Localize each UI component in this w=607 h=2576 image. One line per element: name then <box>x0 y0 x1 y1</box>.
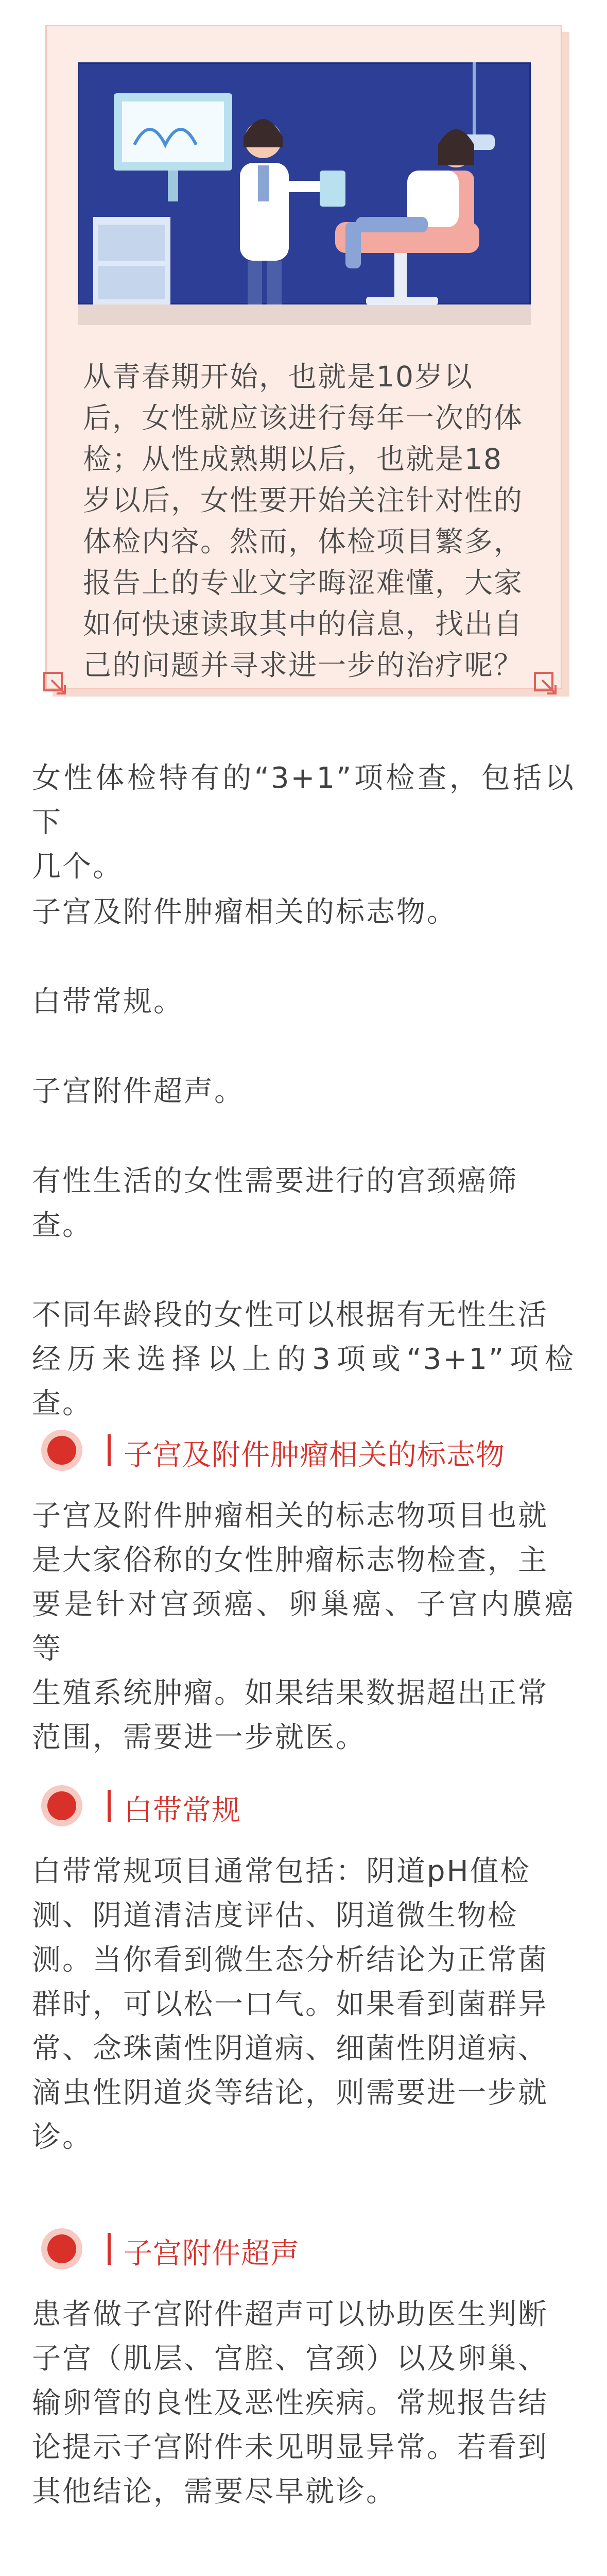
overview-item-4 <box>32 1159 575 1248</box>
overview-item-3: 子宫附件超声。 <box>32 1075 245 1108</box>
overview-item-2: 白带常规。 <box>32 985 184 1019</box>
intro-line: 检；从性成熟期以后，也就是18 <box>83 443 502 476</box>
text-line: 患者做子宫附件超声可以协助医生判断 <box>32 2298 548 2331</box>
text-line: 范围，需要进一步就医。 <box>32 1721 366 1754</box>
text-line: 生殖系统肿瘤。如果结果数据超出正常 <box>32 1676 548 1710</box>
section-body-leucorrhea <box>32 1850 575 2160</box>
overview-note <box>32 1293 575 1426</box>
text-line: 输卵管的良性及恶性疾病。常规报告结 <box>32 2386 548 2420</box>
pin-icon <box>532 670 559 697</box>
intro-card-text <box>83 356 529 686</box>
section-title: 子宫及附件肿瘤相关的标志物 <box>124 1438 505 1472</box>
section-title: 白带常规 <box>124 1794 241 1827</box>
section-body-tumor-markers <box>32 1494 575 1760</box>
clinic-illustration <box>78 62 531 325</box>
text-line: 子宫（肌层、宫腔、宫颈）以及卵巢、 <box>32 2342 548 2376</box>
intro-line: 如何快速读取其中的信息，找出自 <box>83 607 524 640</box>
section-body-ultrasound <box>32 2293 575 2514</box>
overview-intro <box>32 756 575 889</box>
text-line: 是大家俗称的女性肿瘤标志物检查，主 <box>32 1544 548 1577</box>
text-line: 经历来选择以上的3项或“3+1”项检查。 <box>32 1343 575 1420</box>
intro-line: 岁以后，女性要开始关注针对性的 <box>83 484 524 517</box>
intro-line: 从青春期开始，也就是10岁以 <box>83 360 473 393</box>
red-dot-icon <box>32 2226 119 2272</box>
intro-line: 体检内容。然而，体检项目繁多， <box>83 525 524 558</box>
section-title: 子宫附件超声 <box>124 2237 300 2270</box>
card-body <box>45 25 562 689</box>
text-line: 测、阴道清洁度评估、阴道微生物检 <box>32 1899 518 1933</box>
text-line: 几个。 <box>32 850 123 884</box>
intro-line: 己的问题并寻求进一步的治疗呢？ <box>83 649 524 682</box>
text-line: 要是针对宫颈癌、卵巢癌、子宫内膜癌等 <box>32 1588 575 1666</box>
intro-line: 报告上的专业文字晦涩难懂，大家 <box>83 566 524 599</box>
text-line: 常、念珠菌性阴道病、细菌性阴道病、 <box>32 2032 548 2065</box>
text-line: 查。 <box>32 1209 93 1242</box>
intro-card <box>45 25 562 697</box>
text-line: 子宫及附件肿瘤相关的标志物项目也就 <box>32 1499 548 1533</box>
text-line: 女性体检特有的“3+1”项检查，包括以下 <box>32 761 575 839</box>
text-line: 群时，可以松一口气。如果看到菌群异 <box>32 1988 548 2021</box>
text-line: 不同年龄段的女性可以根据有无性生活 <box>32 1298 548 1332</box>
text-line: 滴虫性阴道炎等结论，则需要进一步就 <box>32 2076 548 2110</box>
intro-line: 后，女性就应该进行每年一次的体 <box>83 401 524 434</box>
overview-item-1: 子宫及附件肿瘤相关的标志物。 <box>32 895 457 929</box>
red-dot-icon <box>32 1427 119 1473</box>
text-line: 其他结论，需要尽早就诊。 <box>32 2475 396 2509</box>
red-dot-icon <box>32 1783 119 1829</box>
text-line: 测。当你看到微生态分析结论为正常菌 <box>32 1943 548 1977</box>
text-line: 白带常规项目通常包括：阴道pH值检 <box>32 1855 531 1888</box>
text-line: 诊。 <box>32 2121 93 2154</box>
pin-icon <box>41 670 68 697</box>
text-line: 有性生活的女性需要进行的宫颈癌筛 <box>32 1164 518 1198</box>
text-line: 论提示子宫附件未见明显异常。若看到 <box>32 2431 548 2464</box>
